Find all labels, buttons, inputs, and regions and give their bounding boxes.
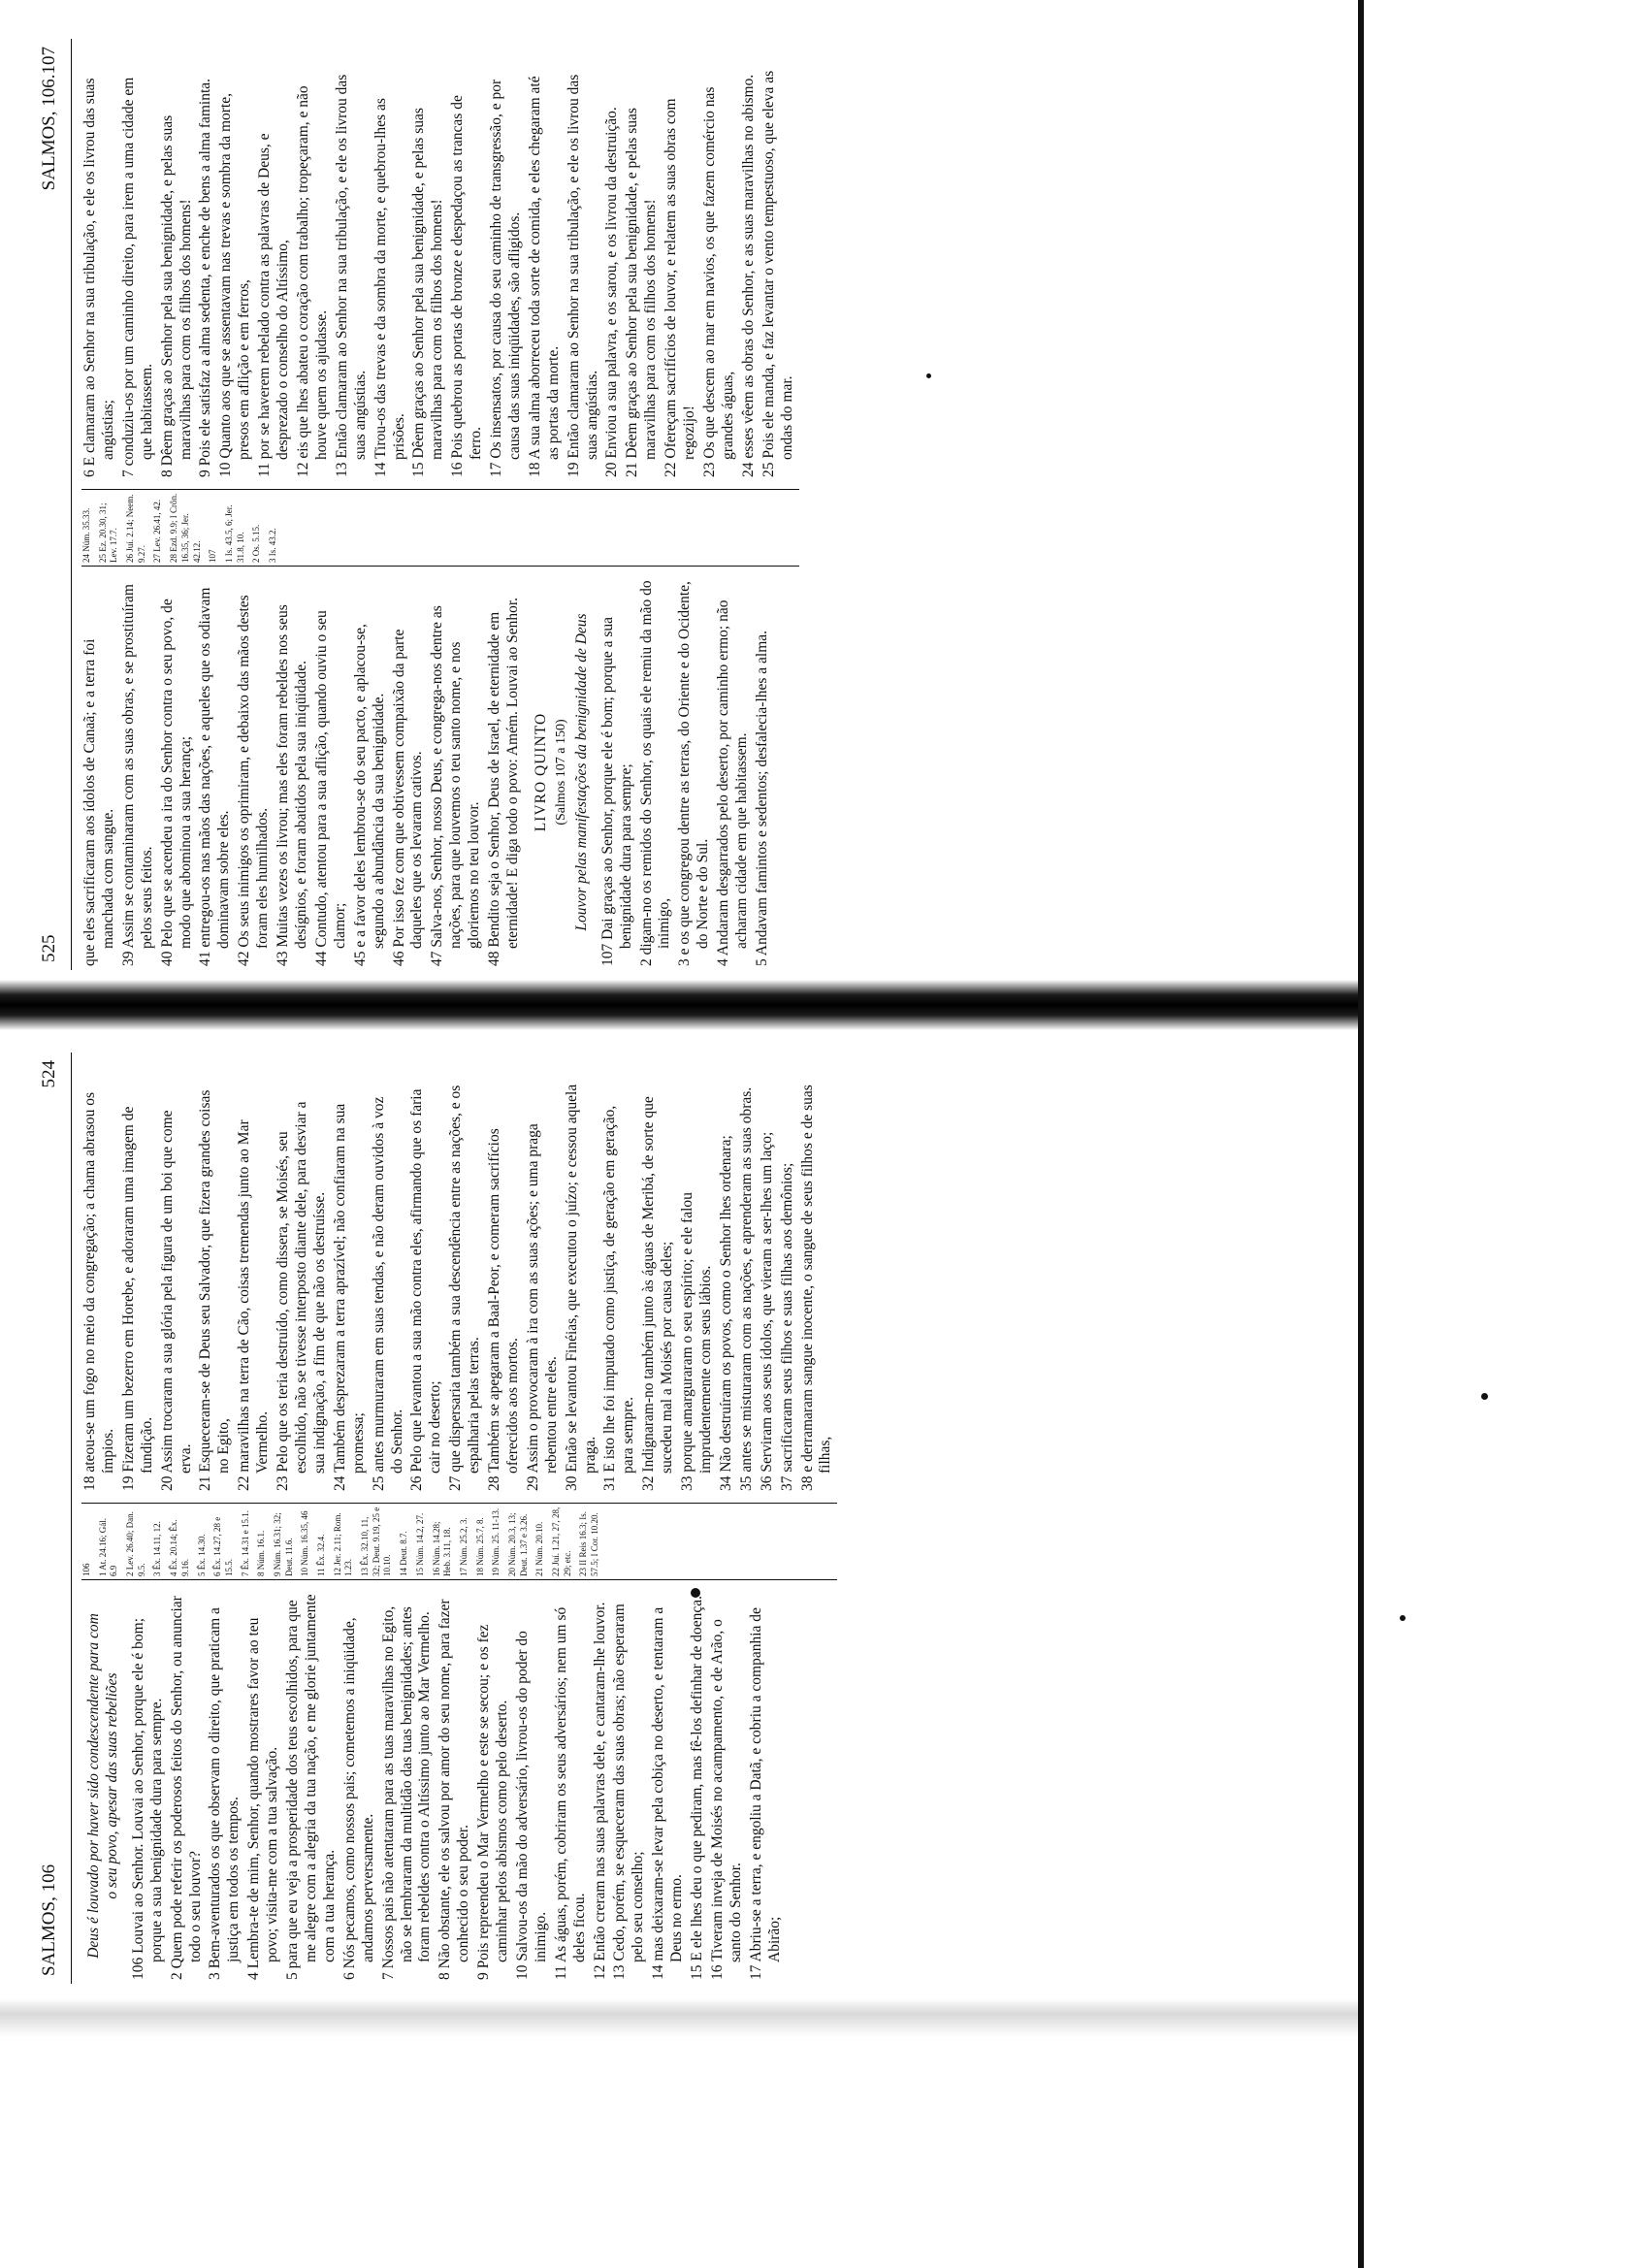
verse: 23 Pelo que os teria destruído, como dissera, se Moisés, seu escolhido, não se tivesse interposto diante dele, para desviar a sua indignação, a fim de que não os destruísse.	[275, 1101, 328, 1491]
verse: 35 antes se misturaram com as nações, e aprenderam as suas obras.	[737, 1086, 755, 1491]
cross-reference: 7 Êx. 14.31 e 15.1.	[240, 1510, 250, 1576]
verse: 15 E ele lhes deu o que pediram, mas fê-los definhar de doença.	[689, 1596, 706, 1980]
verse: 12 Então creram nas suas palavras dele, e cantaram-lhe louvor.	[591, 1602, 608, 1980]
cross-reference: 26 Juí. 2.14; Neem. 9.27.	[125, 494, 146, 563]
verse: 32 Indignaram-no também junto às águas de Meribá, de sorte que sucedeu mal a Moisés por causa deles;	[640, 1096, 676, 1491]
verse-list	[81, 578, 523, 966]
verse: 28 Também se apegaram a Baal-Peor, e comeram sacrifícios oferecidos aos mortos.	[486, 1128, 521, 1491]
cross-reference: 25 Ez. 20.30, 31; Lev. 17.7.	[97, 502, 119, 563]
verse: 4 Andaram desgarrados pelo deserto, por caminho ermo; não acharam cidade em que habitassem.	[715, 599, 751, 966]
verse: 12 eis que lhes abateu o coração com trabalho; tropeçaram, e não houve quem os ajudasse.	[294, 85, 330, 477]
verse: 6 E clamaram ao Senhor na sua tribulação, e ele os livrou das suas angústias;	[81, 78, 116, 477]
verse: 44 Contudo, atentou para a sua aflição, quando ouviu o seu clamor;	[312, 610, 348, 966]
cross-reference: 12 Jer. 2.11; Rom. 1.23.	[332, 1512, 354, 1576]
cross-reference: 8 Núm. 16.1.	[256, 1530, 267, 1576]
verse: 11 por se haverem rebelado contra as palavras de Deus, e desprezado o conselho do Altíssimo,	[256, 133, 292, 477]
cross-reference: 24 Núm. 35.33.	[81, 507, 91, 563]
page-524	[39, 1053, 1348, 1984]
verse: 16 Pois quebrou as portas de bronze e despedaçou as trancas de ferro.	[449, 95, 485, 477]
verse: 2 Quem pode referir os poderosos feitos do Senhor, ou anunciar todo o seu louvor?	[168, 1596, 204, 1980]
cross-reference: 1 Is. 43.5, 6; Jer. 31.8, 10.	[223, 504, 245, 563]
cross-reference: 10 Núm. 16.35, 46	[300, 1510, 310, 1576]
verse: 41 entregou-os nas mãos das nações, e aqueles que os odiavam dominavam sobre eles.	[197, 587, 233, 966]
cross-reference: 23 II Reis 16.3; Is. 57.5; I Cor. 10.20.	[578, 1511, 600, 1576]
verse: 39 Assim se contaminaram com as suas obras, e se prostituíram pelos seus feitos.	[119, 584, 155, 966]
verse-list	[599, 578, 772, 966]
cross-reference: 107	[208, 549, 218, 563]
verse: 16 Tiveram inveja de Moisés no acampamento, e de Arão, o santo do Senhor.	[709, 1619, 744, 1980]
cross-reference: 13 Êx. 32.10, 11, 32; Deut. 9.19, 25 e 10.10.	[360, 1507, 393, 1576]
verse: 8 Dêem graças ao Senhor pela sua benignidade, e pelas suas maravilhas para com os filhos dos homens!	[158, 114, 194, 477]
book-title: LIVRO QUINTO	[532, 712, 549, 832]
verse: 42 Os seus inimigos os oprimiram, e debaixo das mãos destes foram eles humilhados.	[236, 595, 272, 966]
verse: 31 E isto lhe foi imputado como justiça, de geração em geração, para sempre.	[601, 1105, 637, 1491]
verse: 36 Serviram aos seus ídolos, que vieram a ser-lhes um laço;	[758, 1131, 775, 1491]
verse: 48 Bendito seja o Senhor, Deus de Israel, de eternidade em eternidade! E diga todo o povo: Amém. Louvai ao Senhor.	[486, 597, 521, 966]
verse: 3 Bem-aventurados os que observam o direito, que praticam a justiça em todos os tempos.	[207, 1607, 242, 1980]
verse: 22 maravilhas na terra de Cão, coisas tremendas junto ao Mar Vermelho.	[236, 1119, 272, 1491]
text-column-2	[81, 70, 799, 477]
verse: 24 esses vêem as obras do Senhor, e as suas maravilhas no abismo.	[739, 74, 757, 477]
verse: 29 Assim o provocaram à ira com as suas ações; e uma praga rebentou entre eles.	[524, 1123, 560, 1491]
verse: 27 que dispersaria também a sua descendência entre as nações, e os espalharia pelas terras.	[447, 1085, 483, 1491]
verse: 25 Pois ele manda, e faz levantar o vento tempestuoso, que eleva as ondas do mar.	[760, 70, 795, 477]
verse: 24 Também desprezaram a terra aprazível; não confiaram na sua promessa;	[331, 1103, 367, 1491]
verse: 37 sacrificaram seus filhos e suas filhas aos demônios;	[778, 1162, 795, 1491]
verse: 20 Enviou a sua palavra, e os sarou, e os livrou da destruição.	[603, 107, 621, 477]
text-column-2	[81, 1084, 837, 1491]
verse: 2 digam-no os remidos do Senhor, os quais ele remiu da mão do inimigo,	[637, 580, 673, 966]
cross-reference: 11 Êx. 32.4.	[316, 1534, 326, 1576]
cross-reference: 6 Êx. 14.27, 28 e 15.5.	[212, 1516, 234, 1576]
cross-reference: 15 Núm. 14.2, 27.	[414, 1512, 425, 1576]
verse: 26 Pelo que levantou a sua mão contra eles, afirmando que os faria cair no deserto;	[408, 1088, 444, 1491]
cross-reference: 5 Êx. 14.30.	[196, 1534, 207, 1576]
running-title: SALMOS, 106	[39, 1863, 59, 1976]
verse: que eles sacrificaram aos ídolos de Canaã; e a terra foi manchada com sangue.	[81, 638, 116, 966]
page-header	[39, 39, 72, 970]
verse-list	[130, 1592, 785, 1980]
verse: 47 Salva-nos, Senhor, nosso Deus, e congrega-nos dentre as nações, para que louvemos o teu santo nome, e nos gloriemos no teu louvor.	[429, 605, 483, 966]
scan-speck	[1400, 1615, 1406, 1621]
verse: 8 Não obstante, ele os salvou por amor do seu nome, para fazer conhecido o seu poder.	[436, 1599, 472, 1980]
verse: 30 Então se levantou Finéias, que executou o juízo; e cessou aquela praga.	[563, 1084, 598, 1491]
verse: 9 Pois ele satisfaz a alma sedenta, e enche de bens a alma faminta.	[197, 78, 214, 477]
text-column-1	[81, 578, 799, 966]
verse: 15 Dêem graças ao Senhor pela sua benignidade, e pelas suas maravilhas para com os filhos dos homens!	[410, 108, 446, 477]
page-525	[39, 39, 1348, 970]
verse: 14 mas deixaram-se levar pela cobiça no deserto, e tentaram a Deus no ermo.	[650, 1606, 686, 1980]
verse: 34 Não destruíram os povos, como o Senhor lhes ordenara;	[717, 1135, 734, 1491]
text-column-1	[81, 1592, 837, 1980]
verse: 3 e os que congregou dentre as terras, do Oriente e do Ocidente, do Norte e do Sul.	[676, 581, 712, 966]
scan-speck	[1481, 1393, 1488, 1400]
verse: 17 Os insensatos, por causa do seu caminho de transgressão, e por causa das suas iniqüidades, são afligidos.	[488, 79, 523, 477]
verse: 4 Lembra-te de mim, Senhor, quando mostrares favor ao teu povo; visita-me com a tua salvação.	[245, 1617, 281, 1980]
verse: 14 Tirou-os das trevas e da sombra da morte, e quebrou-lhes as prisões.	[372, 98, 407, 477]
page-header	[39, 1053, 72, 1984]
cross-references	[81, 1503, 837, 1580]
verse: 13 Cedo, porém, se esqueceram das suas obras; não esperaram pelo seu conselho;	[611, 1604, 647, 1980]
cross-reference: 27 Lev. 26.41, 42.	[152, 499, 163, 563]
cross-reference: 17 Núm. 25.2, 3.	[458, 1517, 469, 1576]
verse: 5 Andavam famintos e sedentos; desfalecia-lhes a alma.	[753, 630, 770, 966]
verse: 21 Esqueceram-se de Deus seu Salvador, que fizera grandes coisas no Egito,	[197, 1089, 233, 1491]
cross-reference: 3 Êx. 14.11, 12.	[152, 1521, 163, 1576]
verse: 25 antes murmuraram em suas tendas, e não deram ouvidos à voz do Senhor.	[370, 1096, 405, 1491]
cross-reference: 28 Ezd. 9.9; I Crôn. 16.35, 36; Jer. 42.12.	[169, 493, 202, 563]
verse: 11 As águas, porém, cobriram os seus adversários; nem um só deles ficou.	[552, 1606, 588, 1980]
verse: 10 Quanto aos que se assentavam nas trevas e sombra da morte, presos em aflição e em ferros,	[217, 93, 253, 477]
verse: 38 e derramaram sangue inocente, o sangue de seus filhos e de suas filhas,	[798, 1085, 834, 1491]
scan-edge-bottom	[0, 1998, 1358, 2037]
verse: 20 Assim trocaram a sua glória pela figura de um boi que come erva.	[158, 1110, 194, 1491]
verse: 23 Os que descem ao mar em navios, os que fazem comércio nas grandes águas,	[701, 86, 736, 477]
verse: 46 Por isso fez com que obtivessem compaixão da parte daqueles que os levaram cativos.	[390, 629, 426, 966]
verse: 40 Pelo que se acendeu a ira do Senhor contra o seu povo, de modo que abominou a sua herança;	[158, 599, 194, 966]
scan-edge-right	[1358, 0, 1649, 2268]
cross-reference: 21 Núm. 20.10.	[534, 1521, 545, 1576]
verse: 9 Pois repreendeu o Mar Vermelho e este se secou; e os fez caminhar pelos abismos como pelo deserto.	[475, 1624, 511, 1980]
cross-reference: 18 Núm. 25.7, 8.	[474, 1517, 485, 1576]
verse: 17 Abriu-se a terra, e engoliu a Datã, e cobriu a companhia de Abirão;	[747, 1607, 783, 1980]
verse: 18 ateou-se um fogo no meio da congregação; a chama abrasou os ímpios.	[81, 1091, 116, 1491]
verse: 45 e a favor deles lembrou-se do seu pacto, e aplacou-se, segundo a abundância da sua benignidade.	[351, 624, 387, 966]
verse: 19 Então clamaram ao Senhor na sua tribulação, e ele os livrou das suas angústias.	[565, 74, 600, 477]
verse: 21 Dêem graças ao Senhor pela sua benignidade, e pelas suas maravilhas para com os filhos dos homens!	[624, 108, 660, 477]
verse: 43 Muitas vezes os livrou; mas eles foram rebeldes nos seus desígnios, e foram abatidos pela sua iniqüidade.	[275, 604, 309, 966]
verse: 6 Nós pecamos, como nossos pais; cometemos a iniqüidade, andamos perversamente.	[340, 1617, 376, 1980]
cross-reference: 22 Juí. 1.21, 27, 28, 29; etc.	[551, 1507, 572, 1576]
psalm-intro: Deus é louvado por haver sido condescendente para com o seu povo, apesar das suas rebeliões	[85, 1613, 120, 1959]
cross-reference: 19 Núm. 25. 11-13.	[491, 1507, 501, 1576]
cross-reference: 3 Is. 43.2.	[267, 528, 277, 563]
cross-references	[81, 489, 799, 567]
cross-reference: 4 Êx. 20.14; Êx. 9.16.	[169, 1519, 190, 1576]
verse: 18 A sua alma aborreceu toda sorte de comida, e eles chegaram até as portas da morte.	[526, 76, 562, 477]
verse: 5 para que eu veja a prosperidade dos teus escolhidos, para que me alegre com a alegria da tua nação, e me glorie juntamente com a tua herança.	[284, 1594, 338, 1980]
verse: 19 Fizeram um bezerro em Horebe, e adoraram uma imagem de fundição.	[119, 1106, 155, 1491]
book-range: (Salmos 107 a 150)	[553, 719, 568, 826]
verse: 7 conduziu-os por um caminho direito, para irem a uma cidade em que habitassem.	[119, 77, 155, 477]
cross-reference: 20 Núm. 20.3, 13; Deut. 1.37 e 3.26.	[506, 1512, 529, 1576]
cross-reference: 2 Os. 5.15.	[251, 524, 262, 563]
cross-reference: 9 Núm. 16.31; 32; Deut. 11.6.	[272, 1512, 294, 1576]
page-number: 524	[39, 1060, 59, 1088]
page-number: 525	[39, 934, 59, 962]
book-spine	[0, 980, 1358, 1030]
cross-reference: 106	[81, 1563, 91, 1576]
verse: 106 Louvai ao Senhor. Louvai ao Senhor, porque ele é bom; porque a sua benignidade dura para sempre.	[129, 1617, 165, 1980]
verse: 33 porque amarguraram o seu espírito; e ele falou imprudentemente com seus lábios.	[679, 1192, 714, 1491]
verse: 13 Então clamaram ao Senhor na sua tribulação, e ele os livrou das suas angústias.	[333, 74, 369, 477]
cross-reference: 16 Núm. 14.28; Heb. 3.11, 18.	[431, 1521, 453, 1576]
verse: 7 Nossos pais não atentaram para as tuas maravilhas no Egito, não se lembraram da multidão das tuas benignidades; antes foram rebeldes contra o Altíssimo junto ao Mar Vermelho.	[379, 1605, 434, 1980]
verse: 10 Salvou-os da mão do adversário, livrou-os do poder do inimigo.	[513, 1631, 549, 1980]
cross-reference: 2 Lev. 26.40; Dan. 9.5.	[125, 1511, 146, 1576]
running-title: SALMOS, 106.107	[39, 47, 59, 191]
verse: 107 Dai graças ao Senhor, porque ele é bom; porque a sua benignidade dura para sempre;	[598, 616, 634, 966]
cross-reference: 14 Deut. 8.7.	[399, 1531, 409, 1576]
cross-reference: 1 At. 24.16; Gál. 6.9	[97, 1518, 119, 1576]
verse: 22 Ofereçam sacrifícios de louvor, e relatem as suas obras com regozijo!	[663, 98, 698, 477]
psalm-intro: Louvor pelas manifestações da benignidade de Deus	[572, 613, 590, 931]
